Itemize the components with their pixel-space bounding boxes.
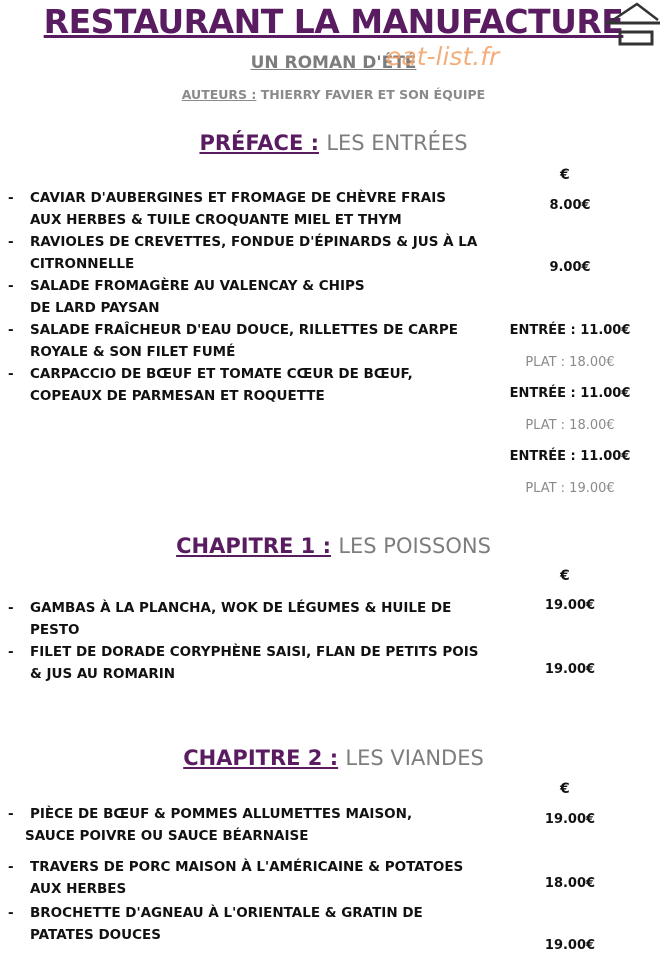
price: 19.00€ [544, 598, 596, 613]
price-plat: PLAT : 18.00€ [525, 418, 615, 433]
item-line2: AUX HERBES & TUILE CROQUANTE MIEL ET THYM [30, 212, 402, 228]
item-line2: COPEAUX DE PARMESAN ET ROQUETTE [30, 388, 325, 404]
section-label: CHAPITRE 1 : [176, 534, 331, 558]
item-line1: RAVIOLES DE CREVETTES, FONDUE D'ÉPINARDS & JUS À LA [30, 234, 478, 250]
item-line1: CAVIAR D'AUBERGINES ET FROMAGE DE CHÈVRE FRAIS [30, 190, 446, 206]
price-entree: ENTRÉE : 11.00€ [509, 386, 631, 401]
item-line1: SALADE FROMAGÈRE AU VALENCAY & CHIPS [30, 278, 365, 294]
price: 18.00€ [544, 876, 596, 891]
price: 9.00€ [549, 260, 591, 275]
item-line1: PIÈCE DE BŒUF & POMMES ALLUMETTES MAISON, [30, 806, 413, 822]
watermark: eat-list.fr [386, 42, 500, 71]
item-line1: FILET DE DORADE CORYPHÈNE SAISI, FLAN DE PETITS POIS [30, 644, 479, 660]
currency-header: € [560, 781, 570, 797]
price: 19.00€ [544, 938, 596, 953]
price: 8.00€ [549, 198, 591, 213]
item-line2: PATATES DOUCES [30, 927, 161, 943]
price: 19.00€ [544, 662, 596, 677]
section-heading-entrees [0, 131, 667, 155]
currency-header: € [560, 568, 570, 584]
section-heading-poissons [0, 534, 667, 558]
section-name: LES ENTRÉES [326, 131, 468, 155]
item-line2: AUX HERBES [30, 881, 127, 897]
item-line2: SAUCE POIVRE OU SAUCE BÉARNAISE [25, 828, 309, 844]
price: 19.00€ [544, 812, 596, 827]
section-heading-viandes [0, 746, 667, 770]
price-plat: PLAT : 18.00€ [525, 355, 615, 370]
item-line1: GAMBAS À LA PLANCHA, WOK DE LÉGUMES & HUILE DE [30, 600, 452, 616]
authors-label: AUTEURS : [181, 87, 257, 102]
section-name: LES POISSONS [338, 534, 491, 558]
item-line2: CITRONNELLE [30, 256, 135, 272]
section-label: PRÉFACE : [199, 131, 319, 155]
item-line2: & JUS AU ROMARIN [30, 666, 176, 682]
authors-value: THIERRY FAVIER ET SON ÉQUIPE [260, 87, 486, 102]
section-label: CHAPITRE 2 : [183, 746, 339, 770]
item-line1: BROCHETTE D'AGNEAU À L'ORIENTALE & GRATIN DE [30, 905, 423, 921]
authors-line [0, 87, 667, 102]
item-line1: TRAVERS DE PORC MAISON À L'AMÉRICAINE & POTATOES [30, 859, 464, 875]
price-entree: ENTRÉE : 11.00€ [509, 449, 631, 464]
item-line2: PESTO [30, 622, 80, 638]
house-logo-icon [606, 2, 660, 46]
price-plat: PLAT : 19.00€ [525, 481, 615, 496]
item-line1: CARPACCIO DE BŒUF ET TOMATE CŒUR DE BŒUF, [30, 366, 413, 382]
item-line2: DE LARD PAYSAN [30, 300, 160, 316]
restaurant-title: RESTAURANT LA MANUFACTURE [43, 2, 624, 41]
price-entree: ENTRÉE : 11.00€ [509, 323, 631, 338]
currency-header: € [560, 167, 570, 183]
item-line1: SALADE FRAÎCHEUR D'EAU DOUCE, RILLETTES DE CARPE [30, 322, 458, 338]
section-name: LES VIANDES [345, 746, 484, 770]
subtitle: UN ROMAN D'ÉTÉ [250, 53, 417, 73]
item-line2: ROYALE & SON FILET FUMÉ [30, 344, 236, 360]
